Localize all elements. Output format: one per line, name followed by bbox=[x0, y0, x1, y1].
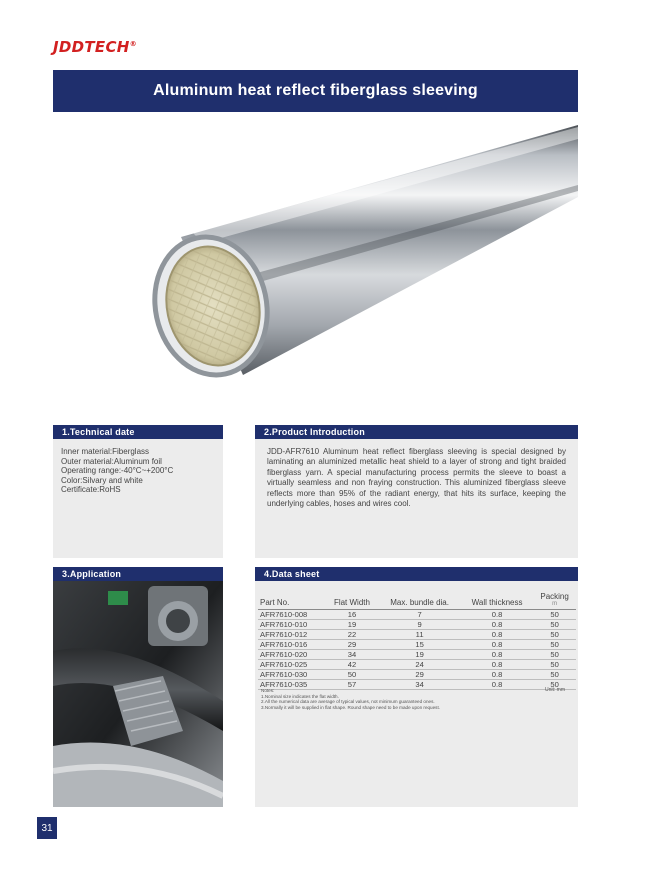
technical-data-panel bbox=[53, 425, 223, 558]
table-cell: 0.8 bbox=[461, 660, 533, 670]
table-cell: 29 bbox=[378, 670, 461, 680]
unit-label: Unit: mm bbox=[545, 687, 565, 693]
table-row bbox=[258, 640, 576, 650]
packing-unit: m bbox=[552, 601, 558, 607]
table-cell: AFR7610-016 bbox=[258, 640, 326, 650]
table-cell: AFR7610-010 bbox=[258, 620, 326, 630]
column-header: Part No. bbox=[258, 592, 326, 610]
table-cell: 57 bbox=[326, 680, 379, 690]
technical-data-heading: 1.Technical date bbox=[53, 425, 223, 439]
table-cell: 50 bbox=[533, 620, 576, 630]
product-introduction-text: JDD-AFR7610 Aluminum heat reflect fiberglass sleeving is special designed by laminating an aluminized metallic heat shield to a layer of strong and tight braided fiberglass yarn. A special manufacturing process permits the sleeve to boast a virtually seamless and non fraying construction. This aluminized fiberglass sleeve reflects more than 95% of the radiant energy, that hits its surface, keeping the underlying cables, hoses and wires cool. bbox=[267, 447, 566, 509]
table-cell: 24 bbox=[378, 660, 461, 670]
column-header: Packing m bbox=[533, 592, 576, 610]
table-row bbox=[258, 610, 576, 620]
table-cell: 50 bbox=[533, 640, 576, 650]
table-cell: 15 bbox=[378, 640, 461, 650]
table-cell: 50 bbox=[533, 670, 576, 680]
table-cell: 0.8 bbox=[461, 620, 533, 630]
table-cell: 42 bbox=[326, 660, 379, 670]
table-cell: 50 bbox=[533, 680, 576, 690]
table-cell: 0.8 bbox=[461, 650, 533, 660]
brand-logo: JDDTECH® bbox=[53, 38, 137, 56]
table-row bbox=[258, 670, 576, 680]
page-number: 31 bbox=[37, 817, 57, 839]
table-row bbox=[258, 650, 576, 660]
table-cell: 22 bbox=[326, 630, 379, 640]
technical-line: Outer material:Aluminum foil bbox=[61, 456, 162, 466]
table-cell: 50 bbox=[326, 670, 379, 680]
table-cell: 0.8 bbox=[461, 630, 533, 640]
technical-line: Certificate:RoHS bbox=[61, 485, 121, 495]
table-cell: 11 bbox=[378, 630, 461, 640]
table-cell: 9 bbox=[378, 620, 461, 630]
product-photo bbox=[53, 125, 578, 410]
technical-data-list bbox=[53, 439, 223, 495]
table-cell: 16 bbox=[326, 610, 379, 620]
table-cell: AFR7610-012 bbox=[258, 630, 326, 640]
page-title: Aluminum heat reflect fiberglass sleeving bbox=[53, 70, 578, 112]
data-sheet-panel bbox=[255, 567, 578, 807]
table-cell: 50 bbox=[533, 630, 576, 640]
data-sheet-heading: 4.Data sheet bbox=[255, 567, 578, 581]
table-cell: AFR7610-030 bbox=[258, 670, 326, 680]
table-cell: 7 bbox=[378, 610, 461, 620]
table-cell: 34 bbox=[326, 650, 379, 660]
table-cell: 0.8 bbox=[461, 670, 533, 680]
notes-title: Notes: bbox=[261, 688, 275, 693]
data-sheet-notes bbox=[261, 688, 573, 710]
table-row bbox=[258, 660, 576, 670]
table-cell: 19 bbox=[326, 620, 379, 630]
technical-line: Inner material:Fiberglass bbox=[61, 447, 150, 456]
table-cell: AFR7610-035 bbox=[258, 680, 326, 690]
product-introduction-heading: 2.Product Introduction bbox=[255, 425, 578, 439]
table-row bbox=[258, 620, 576, 630]
product-introduction-panel bbox=[255, 425, 578, 558]
technical-line: Operating range:-40°C~+200°C bbox=[61, 466, 174, 476]
table-header-row bbox=[258, 592, 576, 610]
technical-line: Color:Silvary and white bbox=[61, 475, 143, 485]
note-line: 3.Normally it will be supplied in flat shape. Round shape need to be made upon request. bbox=[261, 704, 441, 710]
application-panel bbox=[53, 567, 223, 807]
table-cell: 50 bbox=[533, 610, 576, 620]
table-row bbox=[258, 630, 576, 640]
data-sheet-table bbox=[258, 592, 576, 690]
table-cell: 0.8 bbox=[461, 640, 533, 650]
application-photo bbox=[53, 581, 223, 807]
column-header: Flat Width bbox=[326, 592, 379, 610]
column-header: Wall thickness bbox=[461, 592, 533, 610]
table-cell: 29 bbox=[326, 640, 379, 650]
table-cell: 19 bbox=[378, 650, 461, 660]
note-line: 2.All the numerical data are average of typical values, not minimum guaranteed ones. bbox=[261, 699, 435, 705]
table-cell: 0.8 bbox=[461, 680, 533, 690]
table-cell: 50 bbox=[533, 660, 576, 670]
table-cell: AFR7610-020 bbox=[258, 650, 326, 660]
table-cell: 0.8 bbox=[461, 610, 533, 620]
table-cell: AFR7610-008 bbox=[258, 610, 326, 620]
table-cell: 50 bbox=[533, 650, 576, 660]
column-header: Max. bundle dia. bbox=[378, 592, 461, 610]
table-cell: AFR7610-025 bbox=[258, 660, 326, 670]
table-cell: 34 bbox=[378, 680, 461, 690]
note-line: 1.Nominal size indicates the flat width. bbox=[261, 693, 339, 699]
application-heading: 3.Application bbox=[53, 567, 223, 581]
